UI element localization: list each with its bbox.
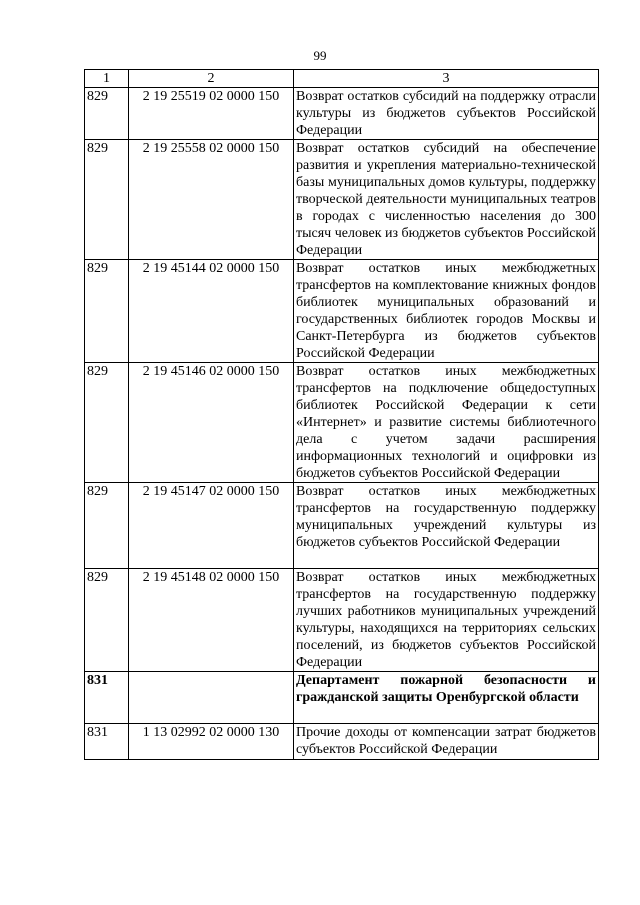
table-row xyxy=(85,140,599,260)
table-row xyxy=(85,363,599,483)
description-cell: Возврат остатков субсидий на обеспечение развития и укрепления материально-технической базы муниципальных домов культуры, поддержку творческой деятельности муниципальных театров в городах с численностью населения до 300 тысяч человек из бюджетов субъектов Российской Федерации xyxy=(294,140,599,260)
budget-code-cell: 2 19 45144 02 0000 150 xyxy=(129,260,294,363)
description-cell: Департамент пожарной безопасности и гражданской защиты Оренбургской области xyxy=(294,672,599,724)
budget-code-cell: 2 19 45146 02 0000 150 xyxy=(129,363,294,483)
description-cell: Возврат остатков иных межбюджетных трансфертов на государственную поддержку муниципальных учреждений культуры из бюджетов субъектов Российской Федерации xyxy=(294,483,599,569)
admin-code-cell: 831 xyxy=(85,672,129,724)
table-row xyxy=(85,569,599,672)
table-row xyxy=(85,483,599,569)
page-number: 99 xyxy=(313,48,327,63)
admin-code-cell: 829 xyxy=(85,88,129,140)
description-cell: Прочие доходы от компенсации затрат бюджетов субъектов Российской Федерации xyxy=(294,724,599,760)
column-header-3: 3 xyxy=(294,70,599,88)
budget-code-cell xyxy=(129,672,294,724)
description-cell: Возврат остатков иных межбюджетных трансфертов на подключение общедоступных библиотек Российской Федерации к сети «Интернет» и развитие системы библиотечного дела с учетом задачи расширения информационных технологий и оцифровки из бюджетов субъектов Российской Федерации xyxy=(294,363,599,483)
table-row xyxy=(85,724,599,760)
admin-code-cell: 829 xyxy=(85,363,129,483)
admin-code-cell: 829 xyxy=(85,140,129,260)
table-row xyxy=(85,260,599,363)
admin-code-cell: 829 xyxy=(85,483,129,569)
column-header-2: 2 xyxy=(129,70,294,88)
description-cell: Возврат остатков иных межбюджетных трансфертов на государственную поддержку лучших работников муниципальных учреждений культуры, находящихся на территориях сельских поселений, из бюджетов субъектов Российской Федерации xyxy=(294,569,599,672)
budget-code-cell: 1 13 02992 02 0000 130 xyxy=(129,724,294,760)
description-cell: Возврат остатков иных межбюджетных трансфертов на комплектование книжных фондов библиотек муниципальных образований и государственных библиотек городов Москвы и Санкт-Петербурга из бюджетов субъектов Российской Федерации xyxy=(294,260,599,363)
budget-codes-table xyxy=(84,69,599,760)
column-header-1: 1 xyxy=(85,70,129,88)
budget-code-cell: 2 19 25519 02 0000 150 xyxy=(129,88,294,140)
admin-code-cell: 829 xyxy=(85,260,129,363)
table-header-row xyxy=(85,70,599,88)
budget-code-cell: 2 19 45148 02 0000 150 xyxy=(129,569,294,672)
admin-code-cell: 829 xyxy=(85,569,129,672)
budget-code-cell: 2 19 45147 02 0000 150 xyxy=(129,483,294,569)
admin-code-cell: 831 xyxy=(85,724,129,760)
budget-code-cell: 2 19 25558 02 0000 150 xyxy=(129,140,294,260)
table-row xyxy=(85,672,599,724)
description-cell: Возврат остатков субсидий на поддержку отрасли культуры из бюджетов субъектов Российской Федерации xyxy=(294,88,599,140)
table-row xyxy=(85,88,599,140)
